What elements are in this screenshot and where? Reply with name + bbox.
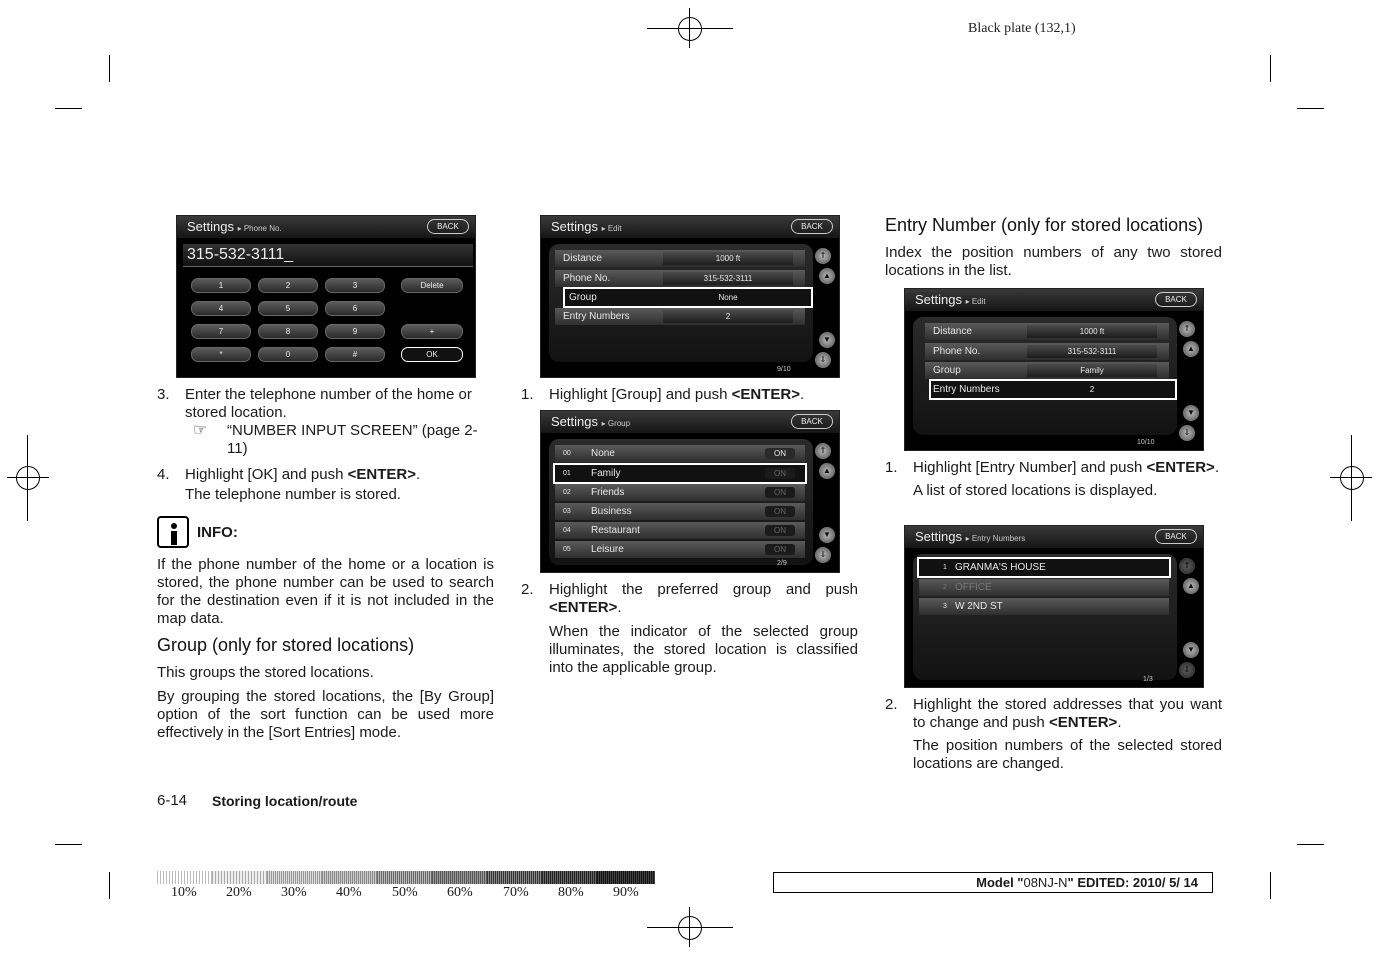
list-item[interactable]: 04 Restaurant ON (555, 522, 805, 539)
scroll-top-icon[interactable]: ⇑ (1179, 558, 1195, 574)
screen-title: Settings ▸ Group (551, 414, 631, 429)
phone-number-screen (176, 215, 476, 378)
list-item[interactable]: Distance 1000 ft (925, 323, 1169, 340)
plus-key[interactable]: + (401, 324, 463, 339)
group-paragraph-2: By grouping the stored locations, the [By Group] option of the sort function can be used more effectively in the [Sort Entries] mode. (157, 688, 494, 741)
scroll-bottom-icon[interactable]: ⇓ (1179, 425, 1195, 441)
middle-step-2: 2. Highlight the preferred group and push <ENTER>. When the indicator of the selected group illuminates, the stored location is classified into the applicable group. (521, 581, 858, 676)
key-8[interactable]: 8 (258, 324, 318, 339)
percent-label: 70% (503, 885, 529, 900)
key-0[interactable]: 0 (258, 347, 318, 362)
screen-title: Settings ▸ Edit (915, 292, 986, 307)
right-step-2: 2. Highlight the stored addresses that you want to change and push <ENTER>. The position numbers of the selected stored locations are changed. (885, 696, 1222, 772)
step-3: 3. Enter the telephone number of the home or stored location. (157, 386, 472, 421)
scroll-up-icon[interactable]: ▲ (1183, 578, 1199, 594)
key-4[interactable]: 4 (191, 301, 251, 316)
back-button[interactable]: BACK (791, 219, 833, 234)
screen-title: Settings ▸ Phone No. (187, 219, 282, 234)
group-heading: Group (only for stored locations) (157, 635, 415, 655)
screen-title: Settings ▸ Entry Numbers (915, 529, 1026, 544)
key-5[interactable]: 5 (258, 301, 318, 316)
middle-step-1: 1. Highlight [Group] and push <ENTER>. (521, 386, 805, 403)
percent-label: 60% (447, 885, 473, 900)
entry-number-intro (885, 214, 1222, 280)
scroll-bottom-icon[interactable]: ⇓ (815, 547, 831, 563)
section-name: Storing location/route (212, 793, 358, 809)
group-paragraph-1: This groups the stored locations. (157, 664, 374, 681)
info-icon (157, 516, 189, 548)
key-2[interactable]: 2 (258, 278, 318, 293)
key-6[interactable]: 6 (325, 301, 385, 316)
scroll-bottom-icon[interactable]: ⇓ (815, 352, 831, 368)
page-number: 6-14 (157, 792, 188, 809)
percent-label: 50% (392, 885, 418, 900)
scroll-top-icon[interactable]: ⇑ (1179, 321, 1195, 337)
list-item-selected[interactable]: 01 Family ON (555, 465, 805, 482)
page-indicator: 2/9 (777, 560, 787, 567)
page-indicator: 10/10 (1137, 439, 1155, 446)
info-heading: INFO: (157, 516, 494, 552)
list-item-selected[interactable]: Entry Numbers 2 (931, 381, 1175, 398)
percent-label: 20% (226, 885, 252, 900)
page-indicator: 1/3 (1143, 676, 1153, 683)
plate-label: Black plate (132,1) (968, 21, 1076, 36)
scroll-up-icon[interactable]: ▲ (819, 463, 835, 479)
percent-label: 90% (613, 885, 639, 900)
right-step-1: 1. Highlight [Entry Number] and push <ENTER>. A list of stored locations is displayed. (885, 459, 1222, 500)
key-9[interactable]: 9 (325, 324, 385, 339)
key-3[interactable]: 3 (325, 278, 385, 293)
percent-label: 30% (281, 885, 307, 900)
step-3-reference: ☞ “NUMBER INPUT SCREEN” (page 2-11) (193, 422, 478, 457)
key-hash[interactable]: # (325, 347, 385, 362)
back-button[interactable]: BACK (791, 414, 833, 429)
back-button[interactable]: BACK (1155, 292, 1197, 307)
percent-label: 80% (558, 885, 584, 900)
step-4-note: The telephone number is stored. (185, 486, 401, 503)
entry-number-intro-text: Index the position numbers of any two stored locations in the list. (885, 244, 1222, 279)
step-4: 4. Highlight [OK] and push <ENTER>. (157, 466, 421, 483)
list-item[interactable]: Phone No. 315-532-3111 (555, 270, 805, 287)
scroll-down-icon[interactable]: ▼ (1183, 642, 1199, 658)
percent-label: 10% (171, 885, 197, 900)
list-item[interactable]: 05 Leisure ON (555, 541, 805, 558)
pointing-hand-icon: ☞ (193, 422, 208, 439)
scroll-up-icon[interactable]: ▲ (1183, 341, 1199, 357)
group-select-screen (540, 410, 840, 573)
back-button[interactable]: BACK (1155, 529, 1197, 544)
ok-key[interactable]: OK (401, 347, 463, 362)
step-1-note: A list of stored locations is displayed. (913, 482, 1158, 499)
info-text: If the phone number of the home or a location is stored, the phone number can be used to search for the destination even if it is not included in the map data. (157, 556, 494, 627)
list-item[interactable]: 03 Business ON (555, 503, 805, 520)
step-2-note: When the indicator of the selected group illuminates, the stored location is classified into the applicable group. (549, 623, 858, 676)
key-1[interactable]: 1 (191, 278, 251, 293)
scroll-top-icon[interactable]: ⇑ (815, 443, 831, 459)
entry-numbers-screen (904, 525, 1204, 688)
list-item[interactable]: Entry Numbers 2 (555, 308, 805, 325)
list-item-selected[interactable]: Group None (565, 289, 811, 306)
list-item[interactable]: 00 None ON (555, 445, 805, 462)
edit-screen-entry (904, 288, 1204, 451)
list-item-selected[interactable]: 1 GRANMA'S HOUSE (919, 559, 1169, 576)
delete-key[interactable]: Delete (401, 278, 463, 293)
page-indicator: 9/10 (777, 366, 791, 373)
list-item[interactable]: Distance 1000 ft (555, 250, 805, 267)
edit-screen-group (540, 215, 840, 378)
list-item[interactable]: 02 Friends ON (555, 484, 805, 501)
scroll-down-icon[interactable]: ▼ (819, 332, 835, 348)
list-item[interactable]: 3 W 2ND ST (919, 598, 1169, 615)
scroll-bottom-icon[interactable]: ⇓ (1179, 662, 1195, 678)
list-item[interactable]: Phone No. 315-532-3111 (925, 343, 1169, 360)
step-2-note: The position numbers of the selected stored locations are changed. (913, 737, 1222, 772)
screen-title: Settings ▸ Edit (551, 219, 622, 234)
list-item[interactable]: Group Family (925, 362, 1169, 379)
scroll-top-icon[interactable]: ⇑ (815, 248, 831, 264)
back-button[interactable]: BACK (427, 219, 469, 234)
key-7[interactable]: 7 (191, 324, 251, 339)
scroll-down-icon[interactable]: ▼ (819, 527, 835, 543)
percent-label: 40% (336, 885, 362, 900)
list-item[interactable]: 2 OFFICE (919, 579, 1169, 596)
scroll-up-icon[interactable]: ▲ (819, 268, 835, 284)
left-column-text (157, 386, 494, 742)
key-star[interactable]: * (191, 347, 251, 362)
scroll-down-icon[interactable]: ▼ (1183, 405, 1199, 421)
entry-number-heading: Entry Number (only for stored locations) (885, 215, 1204, 235)
phone-number-display: 315-532-3111_ (183, 244, 473, 267)
model-edited-box: Model "08NJ-N" EDITED: 2010/ 5/ 14 (773, 872, 1213, 893)
